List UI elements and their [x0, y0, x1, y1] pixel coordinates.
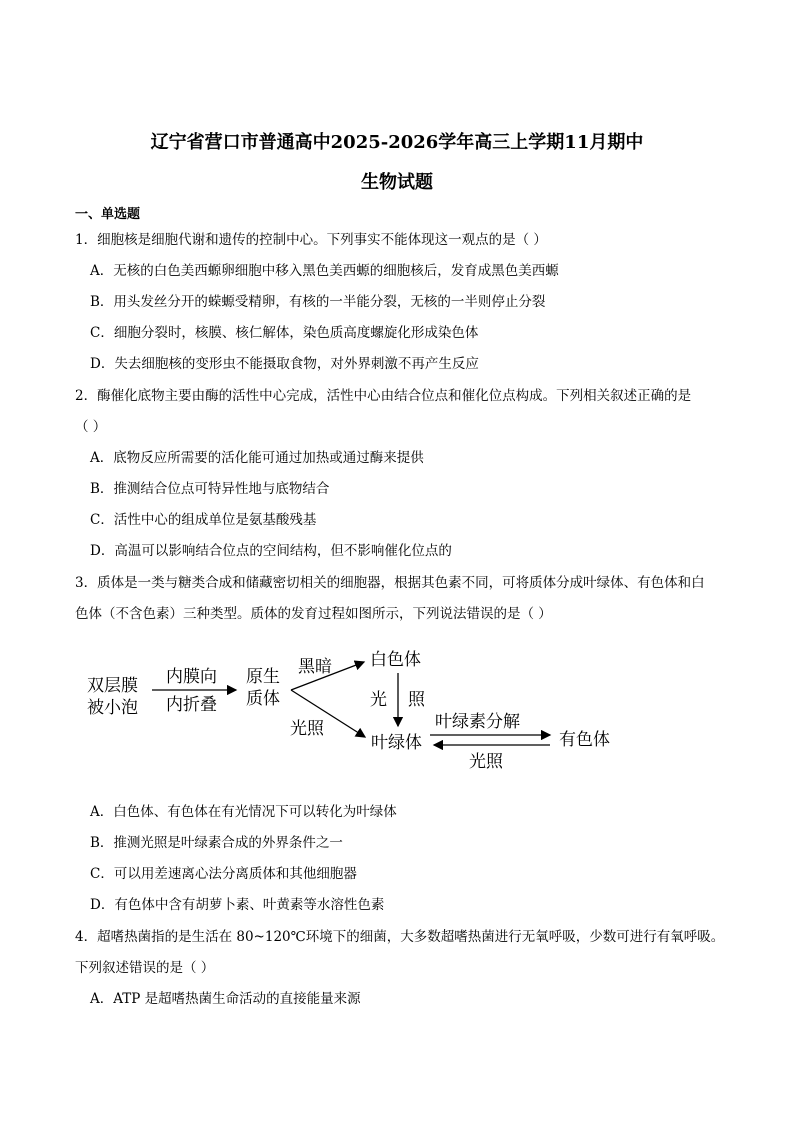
question-4-option-a: A．ATP 是超嗜热菌生命活动的直接能量来源	[90, 991, 361, 1007]
vesicle-label-line2: 被小泡	[87, 698, 138, 718]
light-condition-label-1: 光照	[290, 719, 324, 739]
question-2-option-d: D．高温可以影响结合位点的空间结构，但不影响催化位点的	[90, 543, 452, 559]
light-condition-label-3: 光照	[469, 752, 503, 772]
question-1-option-d: D．失去细胞核的变形虫不能摄取食物，对外界刺激不再产生反应	[90, 356, 479, 372]
proplastid-label-line2: 质体	[246, 689, 280, 709]
leucoplast-label: 白色体	[370, 650, 421, 670]
question-2-option-a: A．底物反应所需要的活化能可通过加热或通过酶来提供	[90, 450, 424, 466]
question-2-option-c: C．活性中心的组成单位是氨基酸残基	[90, 512, 317, 528]
question-3-option-a: A．白色体、有色体在有光情况下可以转化为叶绿体	[90, 804, 397, 820]
question-1-stem: 1．细胞核是细胞代谢和遗传的控制中心。下列事实不能体现这一观点的是（ ）	[75, 232, 547, 248]
question-2-option-b: B．推测结合位点可特异性地与底物结合	[90, 481, 330, 497]
chromoplast-label: 有色体	[559, 730, 610, 750]
question-3-option-c: C．可以用差速离心法分离质体和其他细胞器	[90, 866, 357, 882]
light-vertical-label-b: 照	[408, 690, 425, 710]
arrow1-label-top: 内膜向	[166, 667, 217, 687]
light-vertical-label-a: 光	[370, 690, 387, 710]
question-3-stem-continued: 色体（不含色素）三种类型。质体的发育过程如图所示，下列说法错误的是（ ）	[75, 606, 552, 622]
plastid-development-diagram	[80, 643, 640, 778]
question-3-stem: 3．质体是一类与糖类合成和储藏密切相关的细胞器，根据其色素不同，可将质体分成叶绿体、有色体和白	[75, 575, 705, 591]
document-title-line1: 辽宁省营口市普通高中2025-2026学年高三上学期11月期中	[150, 132, 644, 153]
question-3-option-d: D．有色体中含有胡萝卜素、叶黄素等水溶性色素	[90, 897, 385, 913]
question-4-stem: 4．超嗜热菌指的是生活在 80~120℃环境下的细菌，大多数超嗜热菌进行无氧呼吸，少数可进行有氧呼吸。	[75, 929, 725, 945]
arrow1-label-bottom: 内折叠	[166, 695, 217, 715]
question-3-option-b: B．推测光照是叶绿素合成的外界条件之一	[90, 835, 343, 851]
question-1-option-a: A．无核的白色美西螈卵细胞中移入黑色美西螈的细胞核后，发育成黑色美西螈	[90, 263, 559, 279]
chlorophyll-breakdown-label: 叶绿素分解	[435, 712, 520, 732]
vesicle-label-line1: 双层膜	[87, 676, 138, 696]
question-2-stem: 2．酶催化底物主要由酶的活性中心完成，活性中心由结合位点和催化位点构成。下列相关叙述正确的是	[75, 388, 692, 404]
question-4-stem-continued: 下列叙述错误的是（ ）	[75, 960, 215, 976]
dark-condition-label: 黑暗	[298, 657, 332, 677]
section-heading: 一、单选题	[75, 207, 141, 222]
question-2-stem-continued: （ ）	[75, 419, 107, 435]
document-title-line2: 生物试题	[361, 172, 433, 193]
chloroplast-label: 叶绿体	[371, 733, 422, 753]
question-1-option-c: C．细胞分裂时，核膜、核仁解体，染色质高度螺旋化形成染色体	[90, 325, 479, 341]
question-1-option-b: B．用头发丝分开的蝾螈受精卵，有核的一半能分裂，无核的一半则停止分裂	[90, 294, 546, 310]
proplastid-label-line1: 原生	[246, 667, 280, 687]
